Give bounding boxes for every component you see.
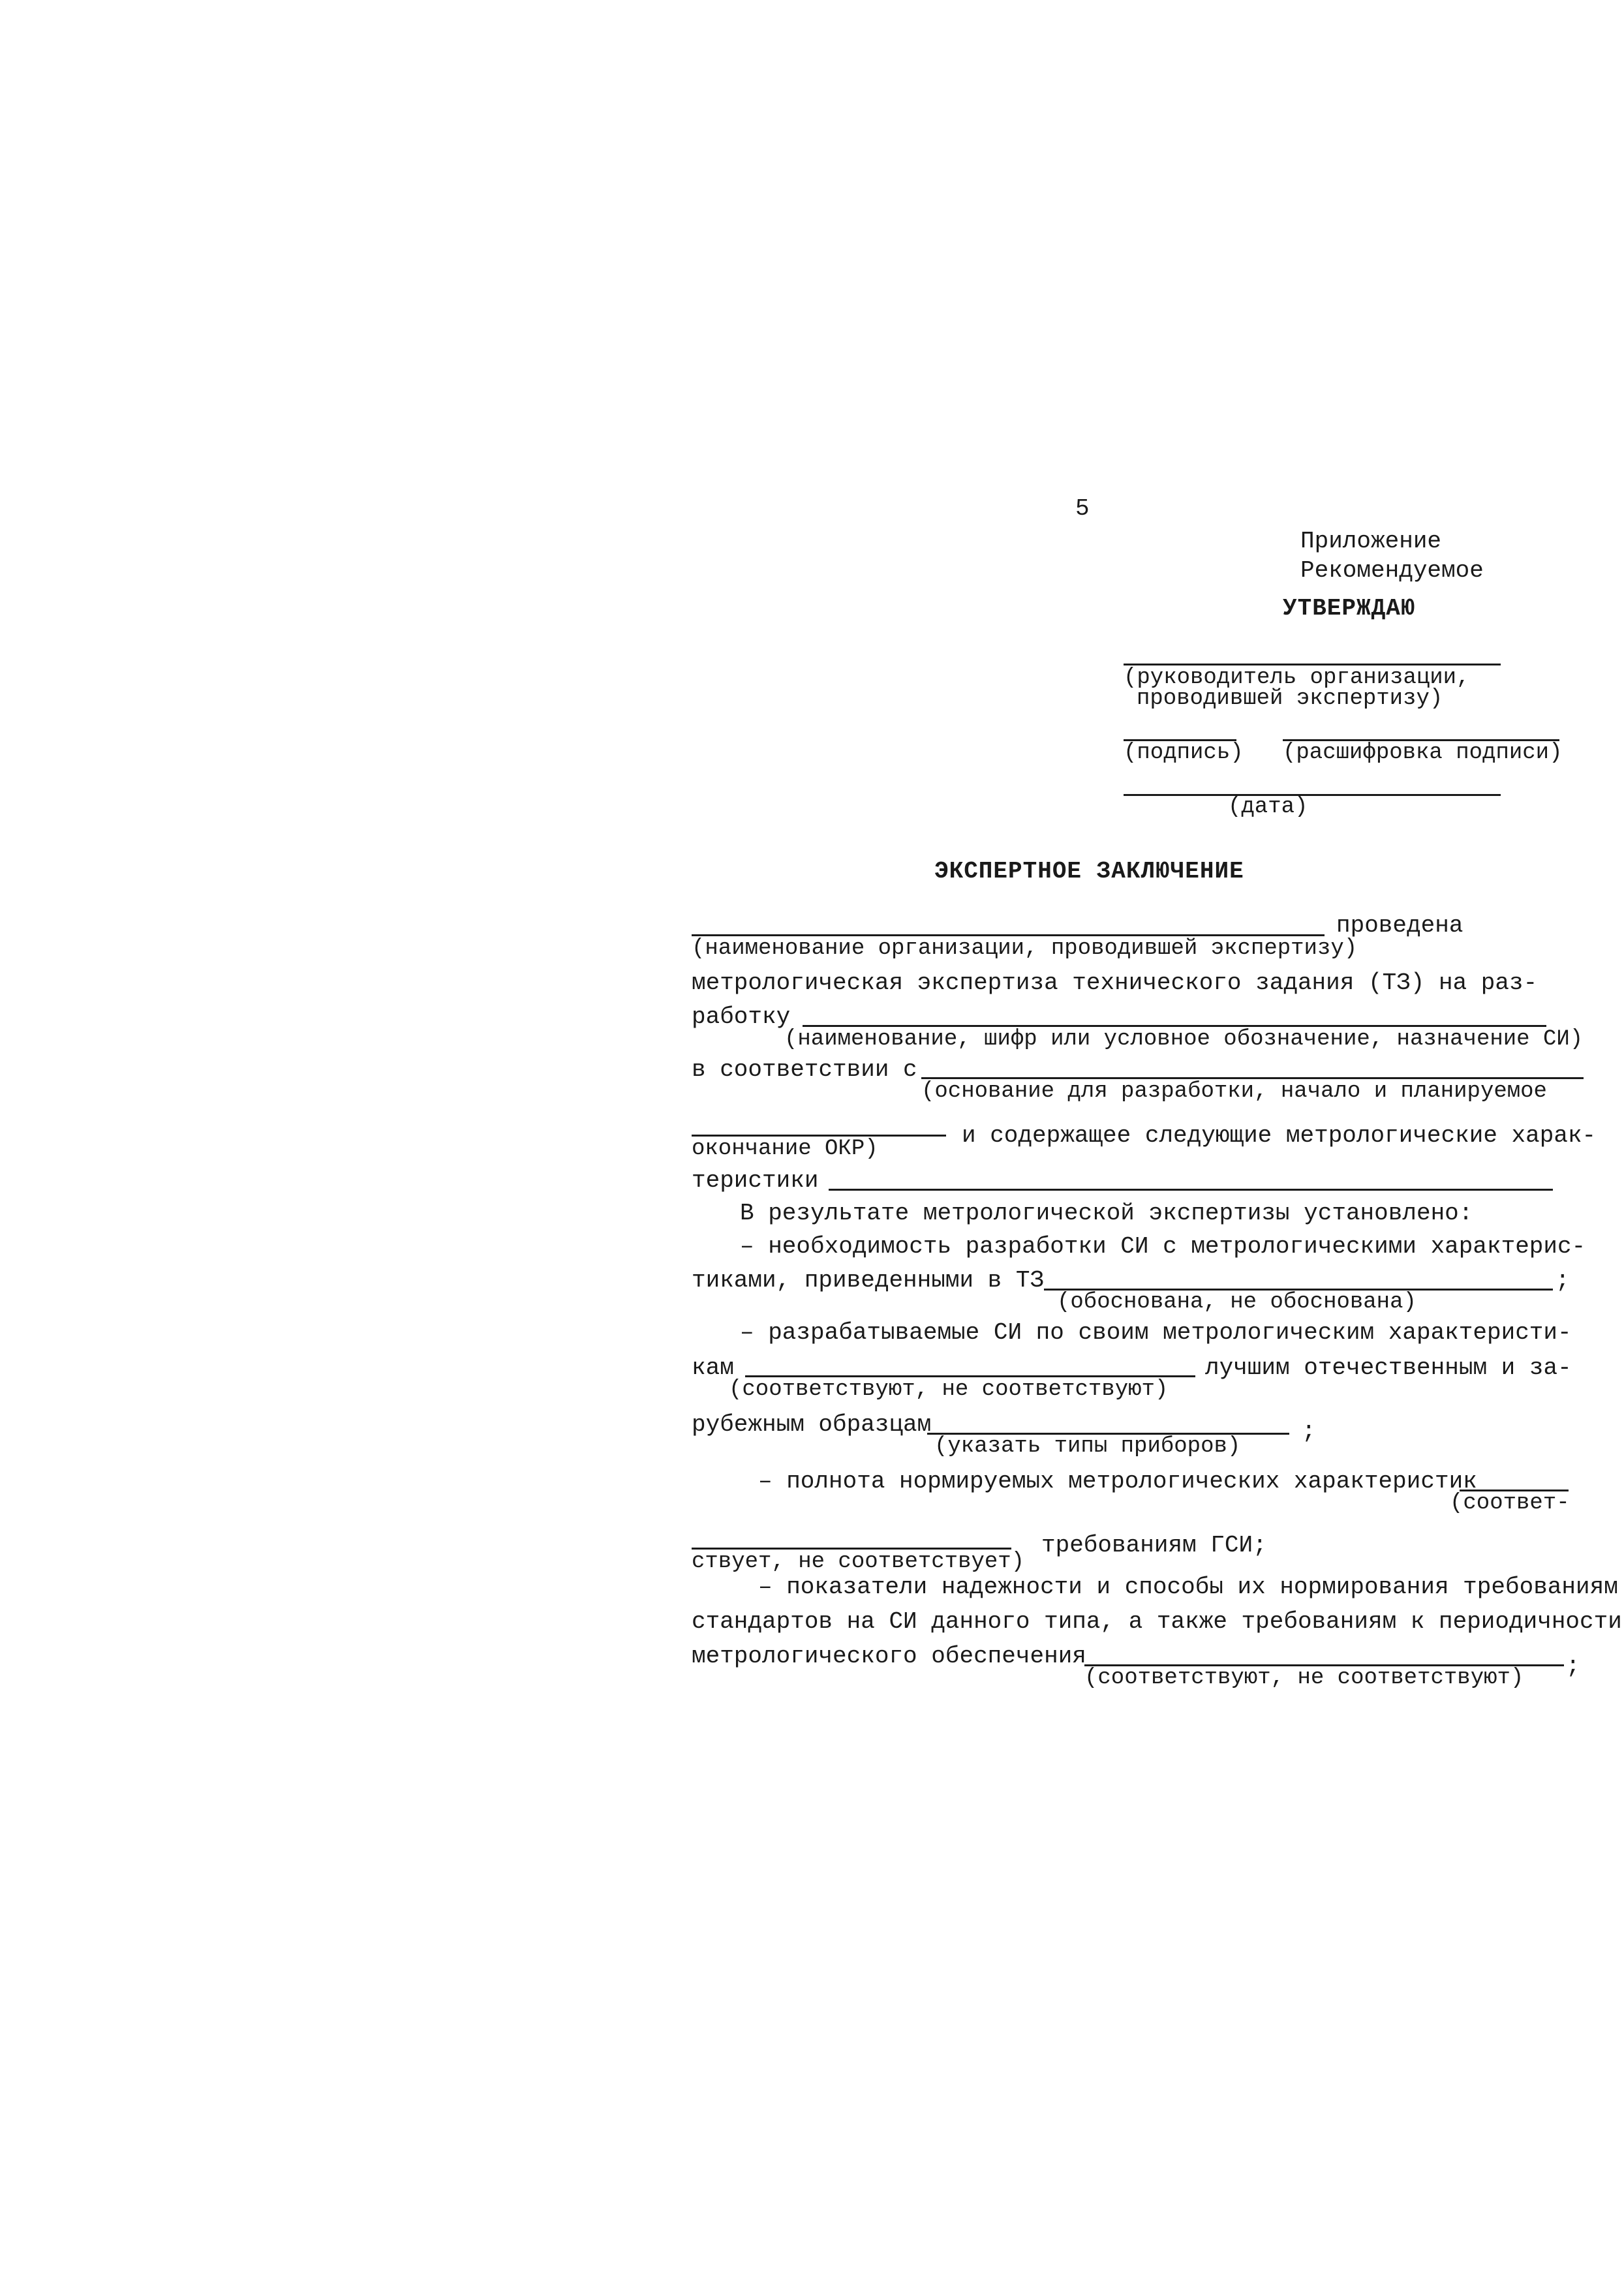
characteristics-line <box>829 1189 1553 1191</box>
basis-caption: (основание для разработки, начало и планируемое <box>921 1079 1547 1104</box>
reliability-text: – показатели надежности и способы их нормирования требованиям <box>758 1574 1618 1600</box>
match-rest-caption: ствует, не соответствует) <box>692 1550 1025 1574</box>
justified-semicolon: ; <box>1555 1267 1570 1294</box>
best-domestic-text: лучшим отечественным и за- <box>1205 1354 1572 1381</box>
recommended-label: Рекомендуемое <box>1300 557 1484 584</box>
date-caption: (дата) <box>1228 795 1308 819</box>
containing-text: и содержащее следующие метрологические харак- <box>962 1122 1597 1149</box>
date-line <box>1124 794 1501 796</box>
match-open-caption: (соответ- <box>1450 1491 1570 1516</box>
appendix-label: Приложение <box>1300 528 1442 555</box>
end-caption: окончание ОКР) <box>692 1137 878 1161</box>
decoding-caption: (расшифровка подписи) <box>1283 741 1563 765</box>
types-caption: (указать типы приборов) <box>934 1434 1241 1459</box>
conducted-text: проведена <box>1336 912 1463 939</box>
final-caption: (соответствуют, не соответствуют) <box>1084 1666 1524 1690</box>
org-caption: (наименование организации, проводившей экспертизу) <box>692 936 1358 961</box>
name-caption: (наименование, шифр или условное обозначение, назначение СИ) <box>784 1027 1584 1052</box>
gsi-text: требованиям ГСИ; <box>1041 1532 1267 1559</box>
standards-text: стандартов на СИ данного типа, а также требованиям к периодичности <box>692 1608 1622 1635</box>
tics-in-tz-text: тиками, приведенными в ТЗ <box>692 1267 1045 1294</box>
signature-caption: (подпись) <box>1124 741 1244 765</box>
body-line-2: метрологическая экспертиза технического задания (ТЗ) на раз- <box>692 970 1538 996</box>
according-text: в соответствии с <box>692 1056 917 1083</box>
necessity-text: – необходимость разработки СИ с метрологическими характерис- <box>740 1233 1586 1260</box>
characteristics-text: теристики <box>692 1167 819 1194</box>
approve-label: УТВЕРЖДАЮ <box>1283 595 1416 622</box>
justified-caption: (обоснована, не обоснована) <box>1057 1290 1417 1315</box>
head-caption-line2: проводившей экспертизу) <box>1137 686 1443 711</box>
final-semicolon: ; <box>1566 1653 1580 1679</box>
kam-text: кам <box>692 1354 734 1381</box>
developed-text: – разрабатываемые СИ по своим метрологическим характеристи- <box>740 1319 1572 1346</box>
completeness-text: – полнота нормируемых метрологических характеристик <box>758 1468 1477 1495</box>
metrological-text: метрологического обеспечения <box>692 1643 1086 1670</box>
document-title: ЭКСПЕРТНОЕ ЗАКЛЮЧЕНИЕ <box>934 858 1244 885</box>
result-text: В результате метрологической экспертизы установлено: <box>740 1200 1473 1227</box>
development-text: работку <box>692 1003 791 1030</box>
foreign-text: рубежным образцам <box>692 1411 932 1438</box>
page-number: 5 <box>1075 495 1090 522</box>
head-caption-line1: (руководитель организации, <box>1124 665 1470 690</box>
types-semicolon: ; <box>1302 1418 1316 1444</box>
match-caption: (соответствуют, не соответствуют) <box>729 1377 1169 1402</box>
